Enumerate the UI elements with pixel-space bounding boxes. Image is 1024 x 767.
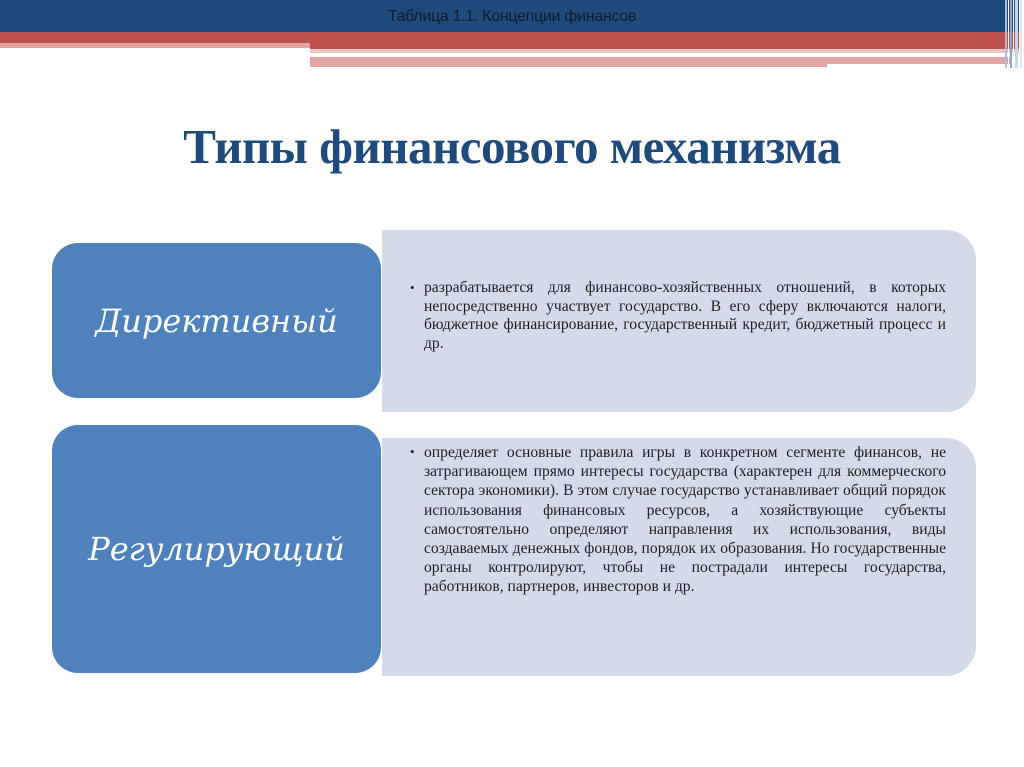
header-caption: Таблица 1.1. Концепции финансов bbox=[387, 8, 637, 25]
description-item bbox=[410, 279, 946, 353]
bullet-icon: • bbox=[410, 444, 415, 459]
header-band-white-line bbox=[310, 53, 970, 56]
slide-title: Типы финансового механизма bbox=[183, 119, 841, 174]
mechanism-type-label: Регулирующий bbox=[88, 530, 345, 568]
description-text: разрабатывается для финансово-хозяйственных отношений, в которых непосредственно участвует государство. В его сферу включаются налоги, бюджетное финансирование, государственный кредит, бюджетный процесс и др. bbox=[424, 279, 946, 352]
bullet-icon: • bbox=[410, 280, 415, 295]
mechanism-description-regulating bbox=[382, 438, 976, 676]
header-band-pink-left bbox=[0, 43, 310, 48]
header-band-red bbox=[0, 32, 1024, 43]
description-item bbox=[410, 443, 946, 597]
header-band-white-tail bbox=[827, 64, 1017, 68]
description-text: определяет основные правила игры в конкретном сегменте финансов, не затрагивающем прямо интересы государства (характерен для коммерческого сектора экономики). В этом случае государство устанавливает общий порядок использования финансовых ресурсов, а хозяйствующие субъекты самостоятельно определяют направления их использования, виды создаваемых денежных фондов, порядок их образования. Но государственные органы контролируют, чтобы не пострадали интересы государства, работников, партнеров, инвесторов и др. bbox=[424, 444, 946, 596]
mechanism-description-directive bbox=[382, 230, 976, 412]
mechanism-type-directive bbox=[52, 243, 381, 398]
mechanism-type-regulating bbox=[52, 425, 381, 673]
mechanism-type-label: Директивный bbox=[95, 301, 338, 340]
